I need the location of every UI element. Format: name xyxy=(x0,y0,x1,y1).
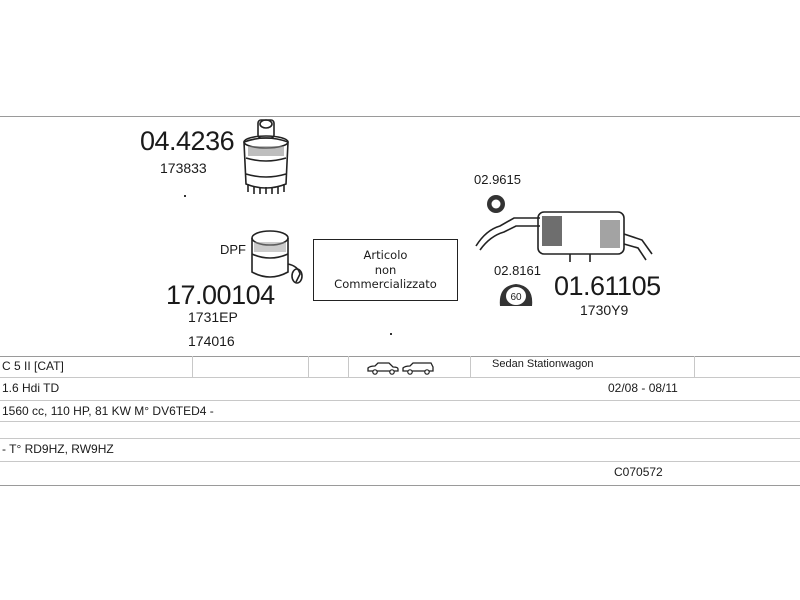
part-code-04-4236[interactable]: 04.4236 xyxy=(140,126,235,156)
hanger-badge: 60 xyxy=(510,292,522,303)
marker-dot xyxy=(184,195,186,197)
table-row-divider xyxy=(0,400,800,401)
vehicle-body-types: Sedan Stationwagon xyxy=(492,358,594,370)
not-commercialized-notice xyxy=(313,239,458,301)
table-row-divider xyxy=(0,438,800,439)
vehicle-engine-types: - T° RD9HZ, RW9HZ xyxy=(2,442,114,456)
part-code-02-8161[interactable]: 02.8161 xyxy=(494,263,541,278)
table-col-divider xyxy=(308,356,309,377)
table-col-divider xyxy=(470,356,471,377)
table-bottom-border xyxy=(0,485,800,486)
notice-line-3: Commercializzato xyxy=(334,277,437,292)
part-code-17-00104[interactable]: 17.00104 xyxy=(166,280,275,310)
catalog-number: C070572 xyxy=(614,465,663,479)
part-ref-174016: 174016 xyxy=(188,333,235,349)
vehicle-model: C 5 II [CAT] xyxy=(2,359,64,373)
dpf-prefix-label: DPF xyxy=(220,242,246,257)
table-col-divider xyxy=(694,356,695,377)
vehicle-years: 02/08 - 08/11 xyxy=(608,381,678,395)
notice-line-1: Articolo xyxy=(363,248,408,263)
part-code-02-9615[interactable]: 02.9615 xyxy=(474,172,521,187)
part-ref-173833: 173833 xyxy=(160,160,207,176)
vehicle-engine: 1.6 Hdi TD xyxy=(2,381,60,395)
table-col-divider xyxy=(192,356,193,377)
vehicle-spec: 1560 cc, 110 HP, 81 KW M° DV6TED4 - xyxy=(2,404,214,418)
table-row-divider xyxy=(0,377,800,378)
marker-dot xyxy=(390,333,392,335)
table-row-divider xyxy=(0,461,800,462)
part-ref-1730y9: 1730Y9 xyxy=(580,302,629,318)
part-code-01-61105[interactable]: 01.61105 xyxy=(554,271,661,301)
notice-line-2: non xyxy=(374,262,397,277)
table-top-border xyxy=(0,356,800,357)
table-col-divider xyxy=(348,356,349,377)
table-row-divider xyxy=(0,421,800,422)
top-border xyxy=(0,116,800,117)
part-ref-1731ep: 1731EP xyxy=(188,309,238,325)
